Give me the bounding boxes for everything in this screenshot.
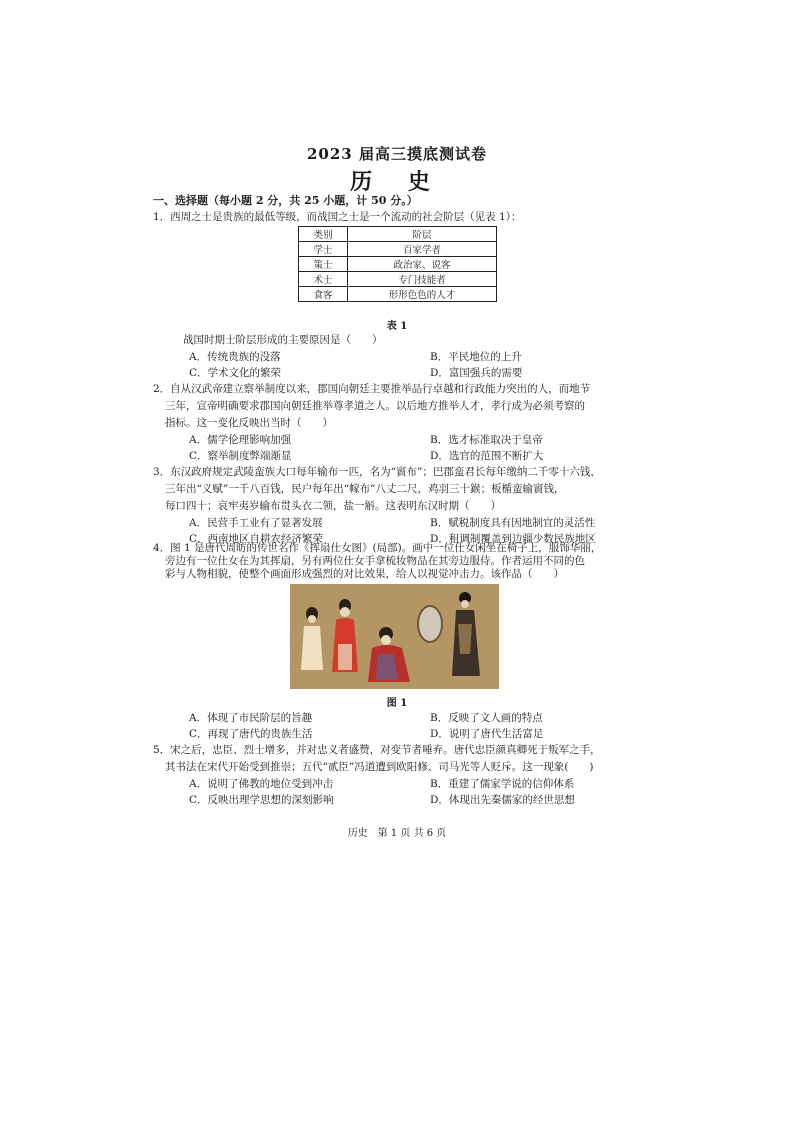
q2-line-1: 2．自从汉武帝建立察举制度以来，郡国向朝廷主要推举品行卓越和行政能力突出的人，而地节 xyxy=(153,383,591,395)
q3-line-1: 3．东汉政府规定武陵蛮族大口每年输布一匹，名为“賨布”；巴郡蛮君长每年缴纳二千零十六钱， xyxy=(153,466,601,478)
table-row xyxy=(299,242,497,257)
table-1 xyxy=(298,226,497,302)
section-heading: 一、选择题（每小题 2 分，共 25 小题，计 50 分。） xyxy=(153,194,418,207)
table-cell: 百家学者 xyxy=(348,242,497,257)
q2-option-a: A．儒学伦理影响加强 xyxy=(189,434,292,446)
table-cell: 学士 xyxy=(299,242,348,257)
q3-line-2: 三年出“义赋”一千八百钱，民户每年出“幏布”八丈二尺，鸡羽三十鍭；板楯蛮输賨钱， xyxy=(165,483,565,495)
q1-option-c: C．学术文化的繁荣 xyxy=(189,367,282,379)
q4-line-1: 4．图 1 是唐代周昉的传世名作《挥扇仕女图》(局部)。画中一位仕女闲坐在椅子上，服饰华丽， xyxy=(153,542,602,554)
table-cell: 策士 xyxy=(299,257,348,272)
q2-line-2: 三年，宣帝明确要求郡国向朝廷推举尊孝道之人。以后地方推举人才，孝行成为必须考察的 xyxy=(165,400,585,412)
table-row xyxy=(299,287,497,302)
q4-option-a: A．体现了市民阶层的旨趣 xyxy=(189,712,313,724)
q5-option-b: B．重建了儒家学说的信仰体系 xyxy=(430,778,575,790)
table-caption: 表 1 xyxy=(386,321,408,332)
painting-figures xyxy=(290,584,499,689)
q5-line-1: 5．宋之后，忠臣、烈士增多，并对忠义者盛赞，对变节者唾弃。唐代忠臣颜真卿死于叛军之手， xyxy=(153,744,601,756)
q5-option-a: A．说明了佛教的地位受到冲击 xyxy=(189,778,334,790)
q5-option-d: D．体现出先秦儒家的经世思想 xyxy=(430,794,575,806)
q1-option-b: B．平民地位的上升 xyxy=(430,351,522,363)
page-footer: 历史 第 1 页 共 6 页 xyxy=(347,828,447,839)
q3-line-3: 每口四十；哀牢夷岁输布贯头衣二领，盐一斛。这表明东汉时期（ ） xyxy=(165,500,501,512)
table-cell: 食客 xyxy=(299,287,348,302)
q2-line-3: 指标。这一变化反映出当时（ ） xyxy=(165,417,333,429)
q2-option-d: D．选官的范围不断扩大 xyxy=(430,450,544,462)
q4-option-c: C．再现了唐代的贵族生活 xyxy=(189,728,313,740)
table-header-cell: 类别 xyxy=(299,227,348,242)
q5-line-2: 其书法在宋代开始受到推崇；五代“贰臣”冯道遭到欧阳修、司马光等人贬斥。这一现象( ) xyxy=(165,761,594,773)
subject-title: 历 史 xyxy=(350,169,444,195)
q4-line-2: 旁边有一位仕女在为其挥扇，另有两位仕女手拿梳妆物品在其旁边服侍。作者运用不同的色 xyxy=(165,555,585,567)
q3-option-c: C．西南地区自耕农经济繁荣 xyxy=(189,533,324,545)
table-cell: 术士 xyxy=(299,272,348,287)
q3-option-d: D．租调制覆盖到边疆少数民族地区 xyxy=(430,533,596,545)
exam-title: 2023 届高三摸底测试卷 xyxy=(307,145,487,163)
q2-option-b: B．选才标准取决于皇帝 xyxy=(430,434,543,446)
table-cell: 专门技能者 xyxy=(348,272,497,287)
q4-option-b: B．反映了文人画的特点 xyxy=(430,712,543,724)
table-row xyxy=(299,257,497,272)
table-header-cell: 阶层 xyxy=(348,227,497,242)
q3-option-a: A．民营手工业有了显著发展 xyxy=(189,517,323,529)
q3-option-b: B．赋税制度具有因地制宜的灵活性 xyxy=(430,517,596,529)
table-cell: 形形色色的人才 xyxy=(348,287,497,302)
q1-stem: 1．西周之士是贵族的最低等级，而战国之士是一个流动的社会阶层（见表 1）： xyxy=(153,211,522,223)
q5-option-c: C．反映出理学思想的深刻影响 xyxy=(189,794,334,806)
tang-painting-image xyxy=(290,584,499,689)
q4-line-3: 彩与人物相貌，使整个画面形成强烈的对比效果，给人以视觉冲击力。该作品（ ） xyxy=(165,568,564,580)
table-cell: 政治家、说客 xyxy=(348,257,497,272)
table-row xyxy=(299,227,497,242)
q4-option-d: D．说明了唐代生活富足 xyxy=(430,728,544,740)
q1-option-d: D．富国强兵的需要 xyxy=(430,367,523,379)
table-row xyxy=(299,272,497,287)
q1-option-a: A．传统贵族的没落 xyxy=(189,351,281,363)
q1-question: 战国时期士阶层形成的主要原因是（ ） xyxy=(183,334,383,346)
figure-caption: 图 1 xyxy=(386,698,408,709)
q2-option-c: C．察举制度弊端渐显 xyxy=(189,450,292,462)
